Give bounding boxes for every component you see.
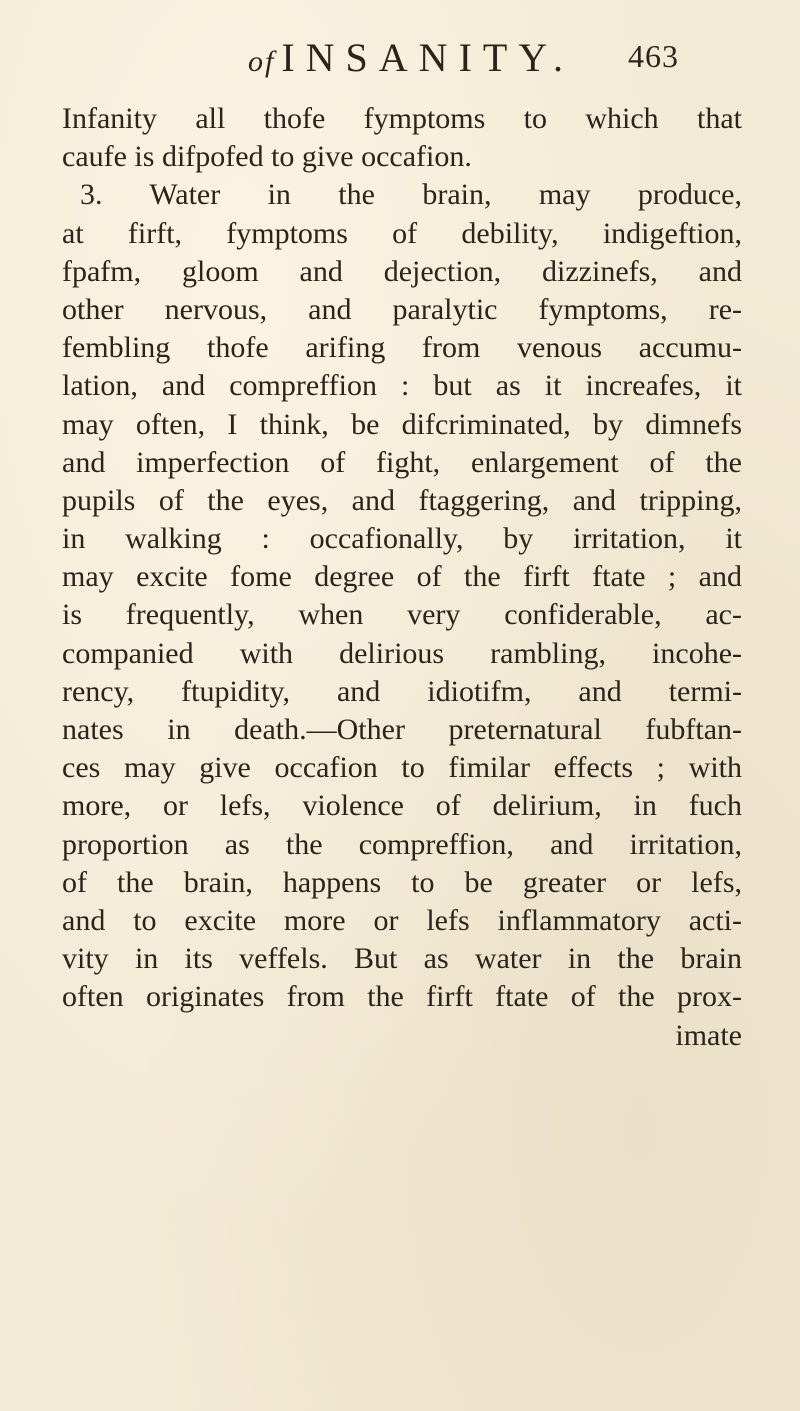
page-header [0,34,800,80]
running-title [248,34,574,81]
text-line: nates in death.—Other preternatural fubftan- [62,713,742,746]
text-line: ces may give occafion to fimilar effects ; with [62,751,742,785]
text-line: caufe is difpofed to give occafion. [62,140,472,174]
text-line: is frequently, when very confiderable, ac- [62,598,742,632]
text-line: other nervous, and paralytic fymptoms, re- [62,292,742,326]
page-number: 463 [628,38,679,74]
text-line: vity in its veffels. But as water in the brain [62,942,742,976]
text-line: companied with delirious rambling, incohe- [62,636,742,670]
running-title-main: INSANITY. [281,35,575,80]
text-line: lation, and compreffion : but as it increafes, it [62,369,742,403]
text-line: fembling thofe arifing from venous accumu- [62,331,742,365]
text-line: at firft, fymptoms of debility, indigeftion, [62,216,742,250]
text-line: may excite fome degree of the firft ftate ; and [62,560,742,594]
text-line: 3. Water in the brain, may produce, [80,178,742,212]
text-line: Infanity all thofe fymptoms to which that [62,102,742,135]
text-line: in walking : occafionally, by irritation, it [62,522,742,556]
text-line: often originates from the firft ftate of the prox- [62,980,742,1014]
text-line: more, or lefs, violence of delirium, in fuch [62,789,742,823]
text-line: of the brain, happens to be greater or lefs, [62,865,742,899]
text-line: rency, ftupidity, and idiotifm, and termi- [62,674,742,708]
text-line: proportion as the compreffion, and irritation, [62,827,742,861]
body-text [62,100,742,1055]
text-line: pupils of the eyes, and ftaggering, and tripping, [62,483,742,517]
catchword: imate [675,1018,742,1052]
running-title-prefix: of [248,45,276,78]
text-line: fpafm, gloom and dejection, dizzinefs, and [62,254,742,288]
text-line: and imperfection of fight, enlargement of the [62,445,742,479]
text-line: and to excite more or lefs inflammatory acti- [62,903,742,937]
text-line: may often, I think, be difcriminated, by dimnefs [62,407,742,441]
